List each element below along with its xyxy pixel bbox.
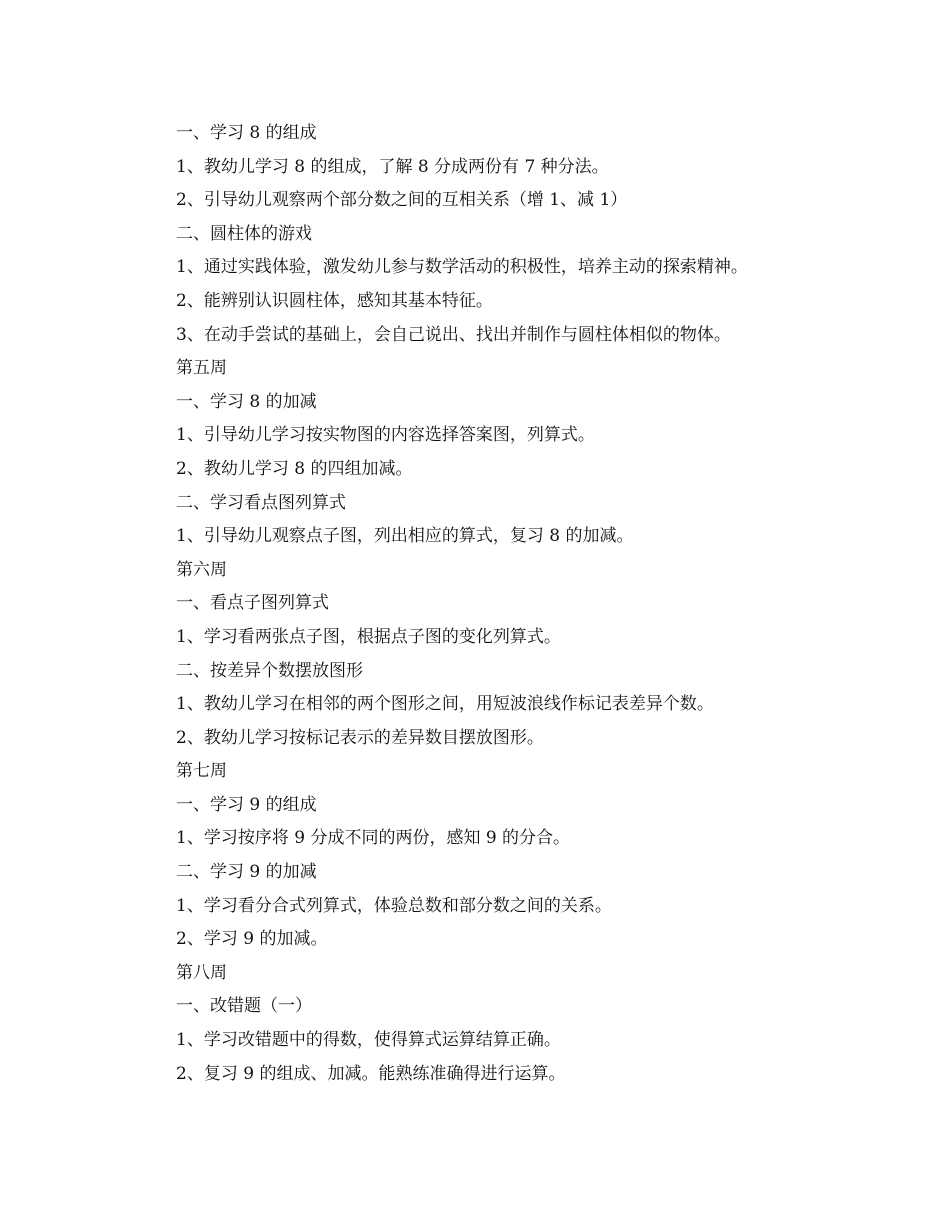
section-heading: 一、学习 8 的组成 bbox=[176, 123, 317, 143]
list-item: 1、学习看分合式列算式，体验总数和部分数之间的关系。 bbox=[176, 895, 612, 916]
section-heading: 二、圆柱体的游戏 bbox=[176, 223, 312, 244]
section-heading: 二、学习 9 的加减 bbox=[176, 862, 317, 883]
list-item: 2、学习 9 的加减。 bbox=[176, 929, 328, 950]
week-heading: 第七周 bbox=[176, 761, 227, 782]
section-heading: 二、按差异个数摆放图形 bbox=[176, 660, 363, 681]
list-item: 1、引导幼儿观察点子图，列出相应的算式，复习 8 的加减。 bbox=[176, 526, 634, 547]
list-item: 1、学习看两张点子图，根据点子图的变化列算式。 bbox=[176, 626, 561, 647]
list-item: 1、学习改错题中的得数，使得算式运算结算正确。 bbox=[176, 1030, 561, 1051]
list-item: 1、教幼儿学习在相邻的两个图形之间，用短波浪线作标记表差异个数。 bbox=[176, 694, 714, 715]
section-heading: 一、看点子图列算式 bbox=[176, 593, 329, 614]
list-item: 1、引导幼儿学习按实物图的内容选择答案图，列算式。 bbox=[176, 425, 595, 446]
list-item: 2、教幼儿学习 8 的四组加减。 bbox=[176, 458, 413, 479]
list-item: 1、通过实践体验，激发幼儿参与数学活动的积极性，培养主动的探索精神。 bbox=[176, 257, 748, 278]
list-item: 1、教幼儿学习 8 的组成，了解 8 分成两份有 7 种分法。 bbox=[176, 156, 609, 177]
document-body bbox=[176, 117, 876, 1091]
section-heading: 一、改错题（一） bbox=[176, 996, 312, 1017]
week-heading: 第六周 bbox=[176, 559, 227, 580]
list-item: 1、学习按序将 9 分成不同的两份，感知 9 的分合。 bbox=[176, 828, 571, 849]
list-item: 2、教幼儿学习按标记表示的差异数目摆放图形。 bbox=[176, 727, 544, 748]
list-item: 2、能辨别认识圆柱体，感知其基本特征。 bbox=[176, 290, 493, 311]
list-item: 2、引导幼儿观察两个部分数之间的互相关系（增 1、减 1） bbox=[176, 190, 628, 211]
week-heading: 第五周 bbox=[176, 358, 227, 379]
section-heading: 一、学习 8 的加减 bbox=[176, 391, 317, 412]
week-heading: 第八周 bbox=[176, 962, 227, 983]
section-heading: 一、学习 9 的组成 bbox=[176, 794, 317, 815]
list-item: 2、复习 9 的组成、加减。能熟练准确得进行运算。 bbox=[176, 1063, 566, 1084]
list-item: 3、在动手尝试的基础上，会自己说出、找出并制作与圆柱体相似的物体。 bbox=[176, 324, 731, 345]
section-heading: 二、学习看点图列算式 bbox=[176, 492, 346, 513]
